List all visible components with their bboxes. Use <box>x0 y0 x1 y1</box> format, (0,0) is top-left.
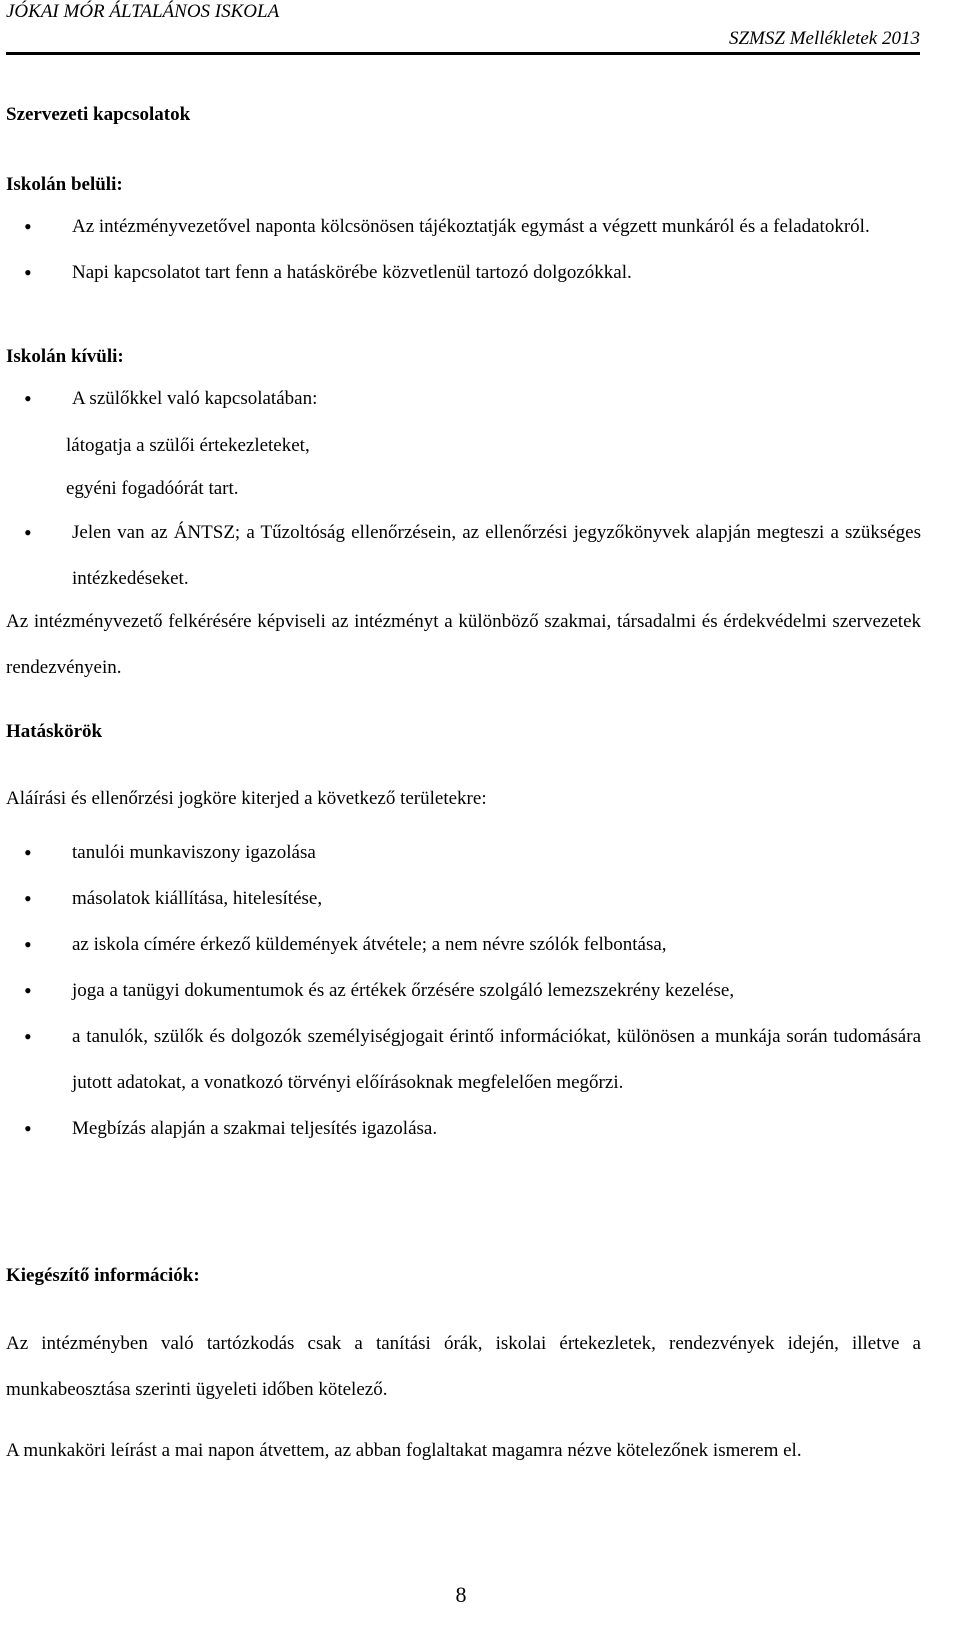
competences-intro: Aláírási és ellenőrzési jogköre kiterjed a következő területekre: <box>6 788 487 809</box>
acknowledgement-paragraph: A munkaköri leírást a mai napon átvettem, az abban foglaltakat magamra nézve kötelezőnek ismerem el. <box>6 1440 802 1461</box>
list-item: • joga a tanügyi dokumentumok és az értékek őrzésére szolgáló lemezszekrény kezelése, <box>6 968 921 1014</box>
antsz-list <box>6 510 921 602</box>
competences-list <box>6 830 921 1152</box>
list-item: • az iskola címére érkező küldemények átvétele; a nem névre szólók felbontása, <box>6 922 921 968</box>
parents-subitem: egyéni fogadóórát tart. <box>66 478 239 499</box>
list-item: • Jelen van az ÁNTSZ; a Tűzoltóság ellenőrzésein, az ellenőrzési jegyzőkönyvek alapján megteszi a szükséges intézkedéseket. <box>6 510 921 602</box>
list-item: • Napi kapcsolatot tart fenn a hatáskörébe közvetlenül tartozó dolgozókkal. <box>6 250 921 296</box>
section-title-additional-info: Kiegészítő információk: <box>6 1265 200 1286</box>
additional-info-paragraph: Az intézményben való tartózkodás csak a tanítási órák, iskolai értekezletek, rendezvények idején, illetve a munkabeosztása szerinti ügyeleti időben kötelező. <box>6 1333 921 1400</box>
list-item: • tanulói munkaviszony igazolása <box>6 830 921 876</box>
header-document-name: SZMSZ Mellékletek 2013 <box>728 28 920 49</box>
list-item: • Megbízás alapján a szakmai teljesítés igazolása. <box>6 1106 921 1152</box>
section-title-competences: Hatáskörök <box>6 721 103 742</box>
representation-paragraph: Az intézményvezető felkérésére képviseli az intézményt a különböző szakmai, társadalmi és érdekvédelmi szervezetek rendezvényein. <box>6 611 921 678</box>
outside-school-list <box>6 376 921 422</box>
section-title-organizational-relations: Szervezeti kapcsolatok <box>6 104 191 125</box>
heading-inside-school: Iskolán belüli: <box>6 174 123 195</box>
list-item: • a tanulók, szülők és dolgozók személyiségjogait érintő információkat, különösen a munkája során tudomására jutott adatokat, a vonatkozó törvényi előírásoknak megfelelően megőrzi. <box>6 1014 921 1106</box>
header-school-name: JÓKAI MÓR ÁLTALÁNOS ISKOLA <box>6 1 280 22</box>
list-item: • másolatok kiállítása, hitelesítése, <box>6 876 921 922</box>
page-number: 8 <box>455 1582 467 1607</box>
header-rule <box>6 52 920 55</box>
list-item: • Az intézményvezetővel naponta kölcsönösen tájékoztatják egymást a végzett munkáról és a feladatokról. <box>6 204 921 250</box>
page-header <box>6 0 920 52</box>
inside-school-list <box>6 204 921 296</box>
heading-outside-school: Iskolán kívüli: <box>6 346 124 367</box>
list-item: • A szülőkkel való kapcsolatában: <box>6 376 921 422</box>
parents-subitem: látogatja a szülői értekezleteket, <box>66 435 310 456</box>
